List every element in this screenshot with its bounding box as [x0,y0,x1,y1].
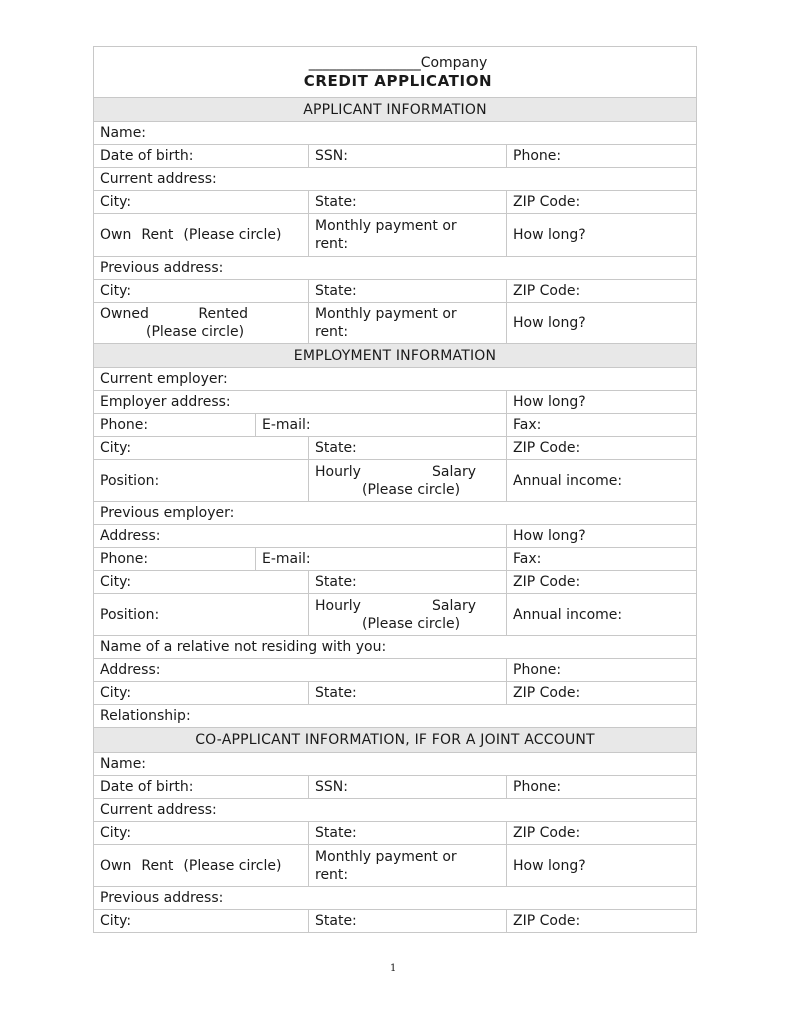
employer-address-field[interactable]: Employer address: [100,394,231,410]
coapplicant-dob-row [94,775,696,798]
applicant-prev-state-field[interactable]: State: [308,280,506,302]
annual-income-field[interactable]: Annual income: [506,460,696,501]
salary-option[interactable]: Salary [432,463,476,480]
coapplicant-city-row [94,821,696,844]
coapplicant-current-address-row [94,798,696,821]
prev-employer-position-row [94,593,696,635]
current-employer-row [94,367,696,390]
applicant-ssn-field[interactable]: SSN: [308,145,506,167]
applicant-previous-address-field[interactable]: Previous address: [100,260,224,276]
hourly-option[interactable]: Hourly [315,597,361,614]
relative-address-row [94,658,696,681]
relative-city-field[interactable]: City: [100,685,132,701]
coapplicant-state-field[interactable]: State: [308,822,506,844]
coapplicant-monthly-payment-field[interactable] [308,845,506,886]
rent-option[interactable]: Rent [141,857,174,874]
applicant-own-rent-choice[interactable] [94,214,308,256]
employer-position-row [94,459,696,501]
applicant-previous-address-row [94,256,696,279]
applicant-prev-zip-field[interactable]: ZIP Code: [506,280,696,302]
prev-employer-phone-field[interactable]: Phone: [100,551,149,567]
employer-position-field[interactable]: Position: [100,472,160,489]
please-circle-note: (Please circle) [146,324,245,340]
employer-city-field[interactable]: City: [100,440,132,456]
own-option[interactable]: Own [100,227,132,243]
monthly-payment-label-2: rent: [315,866,349,883]
rent-option[interactable]: Rent [141,227,174,243]
applicant-zip-field[interactable]: ZIP Code: [506,191,696,213]
employer-city-row [94,436,696,459]
applicant-section-header [94,97,696,121]
prev-employer-state-field[interactable]: State: [308,571,506,593]
applicant-city-row [94,190,696,213]
employer-phone-field[interactable]: Phone: [100,417,149,433]
relative-name-row [94,635,696,658]
employment-section-header [94,343,696,367]
prev-employer-city-row [94,570,696,593]
coapplicant-prev-city-row [94,909,696,932]
coapplicant-phone-field[interactable]: Phone: [506,776,696,798]
coapplicant-prev-state-field[interactable]: State: [308,910,506,932]
rented-option[interactable]: Rented [198,306,248,322]
title-block [94,47,696,97]
coapplicant-city-field[interactable]: City: [100,825,132,841]
applicant-current-address-field[interactable]: Current address: [100,171,217,187]
monthly-payment-label: Monthly payment or [315,848,457,865]
applicant-prev-monthly-payment-field[interactable] [308,303,506,343]
coapplicant-zip-field[interactable]: ZIP Code: [506,822,696,844]
employer-how-long-field[interactable]: How long? [506,391,696,413]
applicant-own-rent-row [94,213,696,256]
please-circle-note: (Please circle) [362,481,461,498]
own-option[interactable]: Own [100,857,132,874]
employer-fax-field[interactable]: Fax: [506,414,696,436]
coapplicant-current-address-field[interactable]: Current address: [100,802,217,818]
relative-state-field[interactable]: State: [308,682,506,704]
company-name-line[interactable]: ________________Company [308,54,488,71]
coapplicant-prev-city-field[interactable]: City: [100,913,132,929]
relative-phone-field[interactable]: Phone: [506,659,696,681]
monthly-payment-label-2: rent: [315,324,349,340]
applicant-current-address-row [94,167,696,190]
salary-option[interactable]: Salary [432,597,476,614]
applicant-state-field[interactable]: State: [308,191,506,213]
relationship-row [94,704,696,727]
applicant-phone-field[interactable]: Phone: [506,145,696,167]
section-title: APPLICANT INFORMATION [94,98,696,121]
prev-employer-position-field[interactable]: Position: [100,606,160,623]
coapplicant-previous-address-row [94,886,696,909]
prev-hourly-salary-choice[interactable] [308,594,506,635]
monthly-payment-label: Monthly payment or [315,306,457,322]
applicant-name-row [94,121,696,144]
please-circle-note: (Please circle) [362,615,461,632]
applicant-name-field[interactable]: Name: [100,125,147,141]
relative-address-field[interactable]: Address: [100,662,161,678]
prev-employer-address-field[interactable]: Address: [100,528,161,544]
coapplicant-how-long-field[interactable]: How long? [506,845,696,886]
credit-application-form [93,46,697,933]
prev-employer-phone-row [94,547,696,570]
employer-email-field[interactable]: E-mail: [255,414,506,436]
hourly-option[interactable]: Hourly [315,463,361,480]
coapplicant-section-header [94,727,696,752]
applicant-city-field[interactable]: City: [100,194,132,210]
applicant-prev-how-long-field[interactable]: How long? [506,303,696,343]
hourly-salary-choice[interactable] [308,460,506,501]
owned-option[interactable]: Owned [100,306,149,322]
employer-address-row [94,390,696,413]
title-row [94,47,696,97]
relationship-field[interactable]: Relationship: [100,708,191,724]
current-employer-field[interactable]: Current employer: [100,371,228,387]
applicant-dob-field[interactable]: Date of birth: [100,148,194,164]
prev-employer-city-field[interactable]: City: [100,574,132,590]
section-title: EMPLOYMENT INFORMATION [94,344,696,367]
applicant-owned-rented-choice[interactable] [94,303,308,343]
previous-employer-row [94,501,696,524]
applicant-owned-rented-row [94,302,696,343]
please-circle-note: (Please circle) [183,227,282,243]
please-circle-note: (Please circle) [183,857,282,874]
relative-city-row [94,681,696,704]
coapplicant-own-rent-row [94,844,696,886]
prev-annual-income-field[interactable]: Annual income: [506,594,696,635]
employer-zip-field[interactable]: ZIP Code: [506,437,696,459]
employer-phone-row [94,413,696,436]
coapplicant-previous-address-field[interactable]: Previous address: [100,890,224,906]
prev-employer-how-long-field[interactable]: How long? [506,525,696,547]
page-number: 1 [390,963,397,974]
document-title: CREDIT APPLICATION [303,71,493,90]
applicant-prev-city-field[interactable]: City: [100,283,132,299]
relative-name-field[interactable]: Name of a relative not residing with you: [100,639,387,655]
coapplicant-prev-zip-field[interactable]: ZIP Code: [506,910,696,932]
prev-employer-email-field[interactable]: E-mail: [255,548,506,570]
prev-employer-fax-field[interactable]: Fax: [506,548,696,570]
monthly-payment-label-2: rent: [315,236,349,252]
coapplicant-own-rent-choice[interactable] [94,845,308,886]
prev-employer-zip-field[interactable]: ZIP Code: [506,571,696,593]
employer-state-field[interactable]: State: [308,437,506,459]
applicant-how-long-field[interactable]: How long? [506,214,696,256]
applicant-dob-row [94,144,696,167]
section-title: CO-APPLICANT INFORMATION, IF FOR A JOINT ACCOUNT [94,728,696,752]
coapplicant-name-row [94,752,696,775]
coapplicant-dob-field[interactable]: Date of birth: [100,779,194,795]
monthly-payment-label: Monthly payment or [315,218,457,234]
applicant-prev-city-row [94,279,696,302]
previous-employer-field[interactable]: Previous employer: [100,505,235,521]
relative-zip-field[interactable]: ZIP Code: [506,682,696,704]
applicant-monthly-payment-field[interactable] [308,214,506,256]
coapplicant-name-field[interactable]: Name: [100,756,147,772]
coapplicant-ssn-field[interactable]: SSN: [308,776,506,798]
prev-employer-address-row [94,524,696,547]
